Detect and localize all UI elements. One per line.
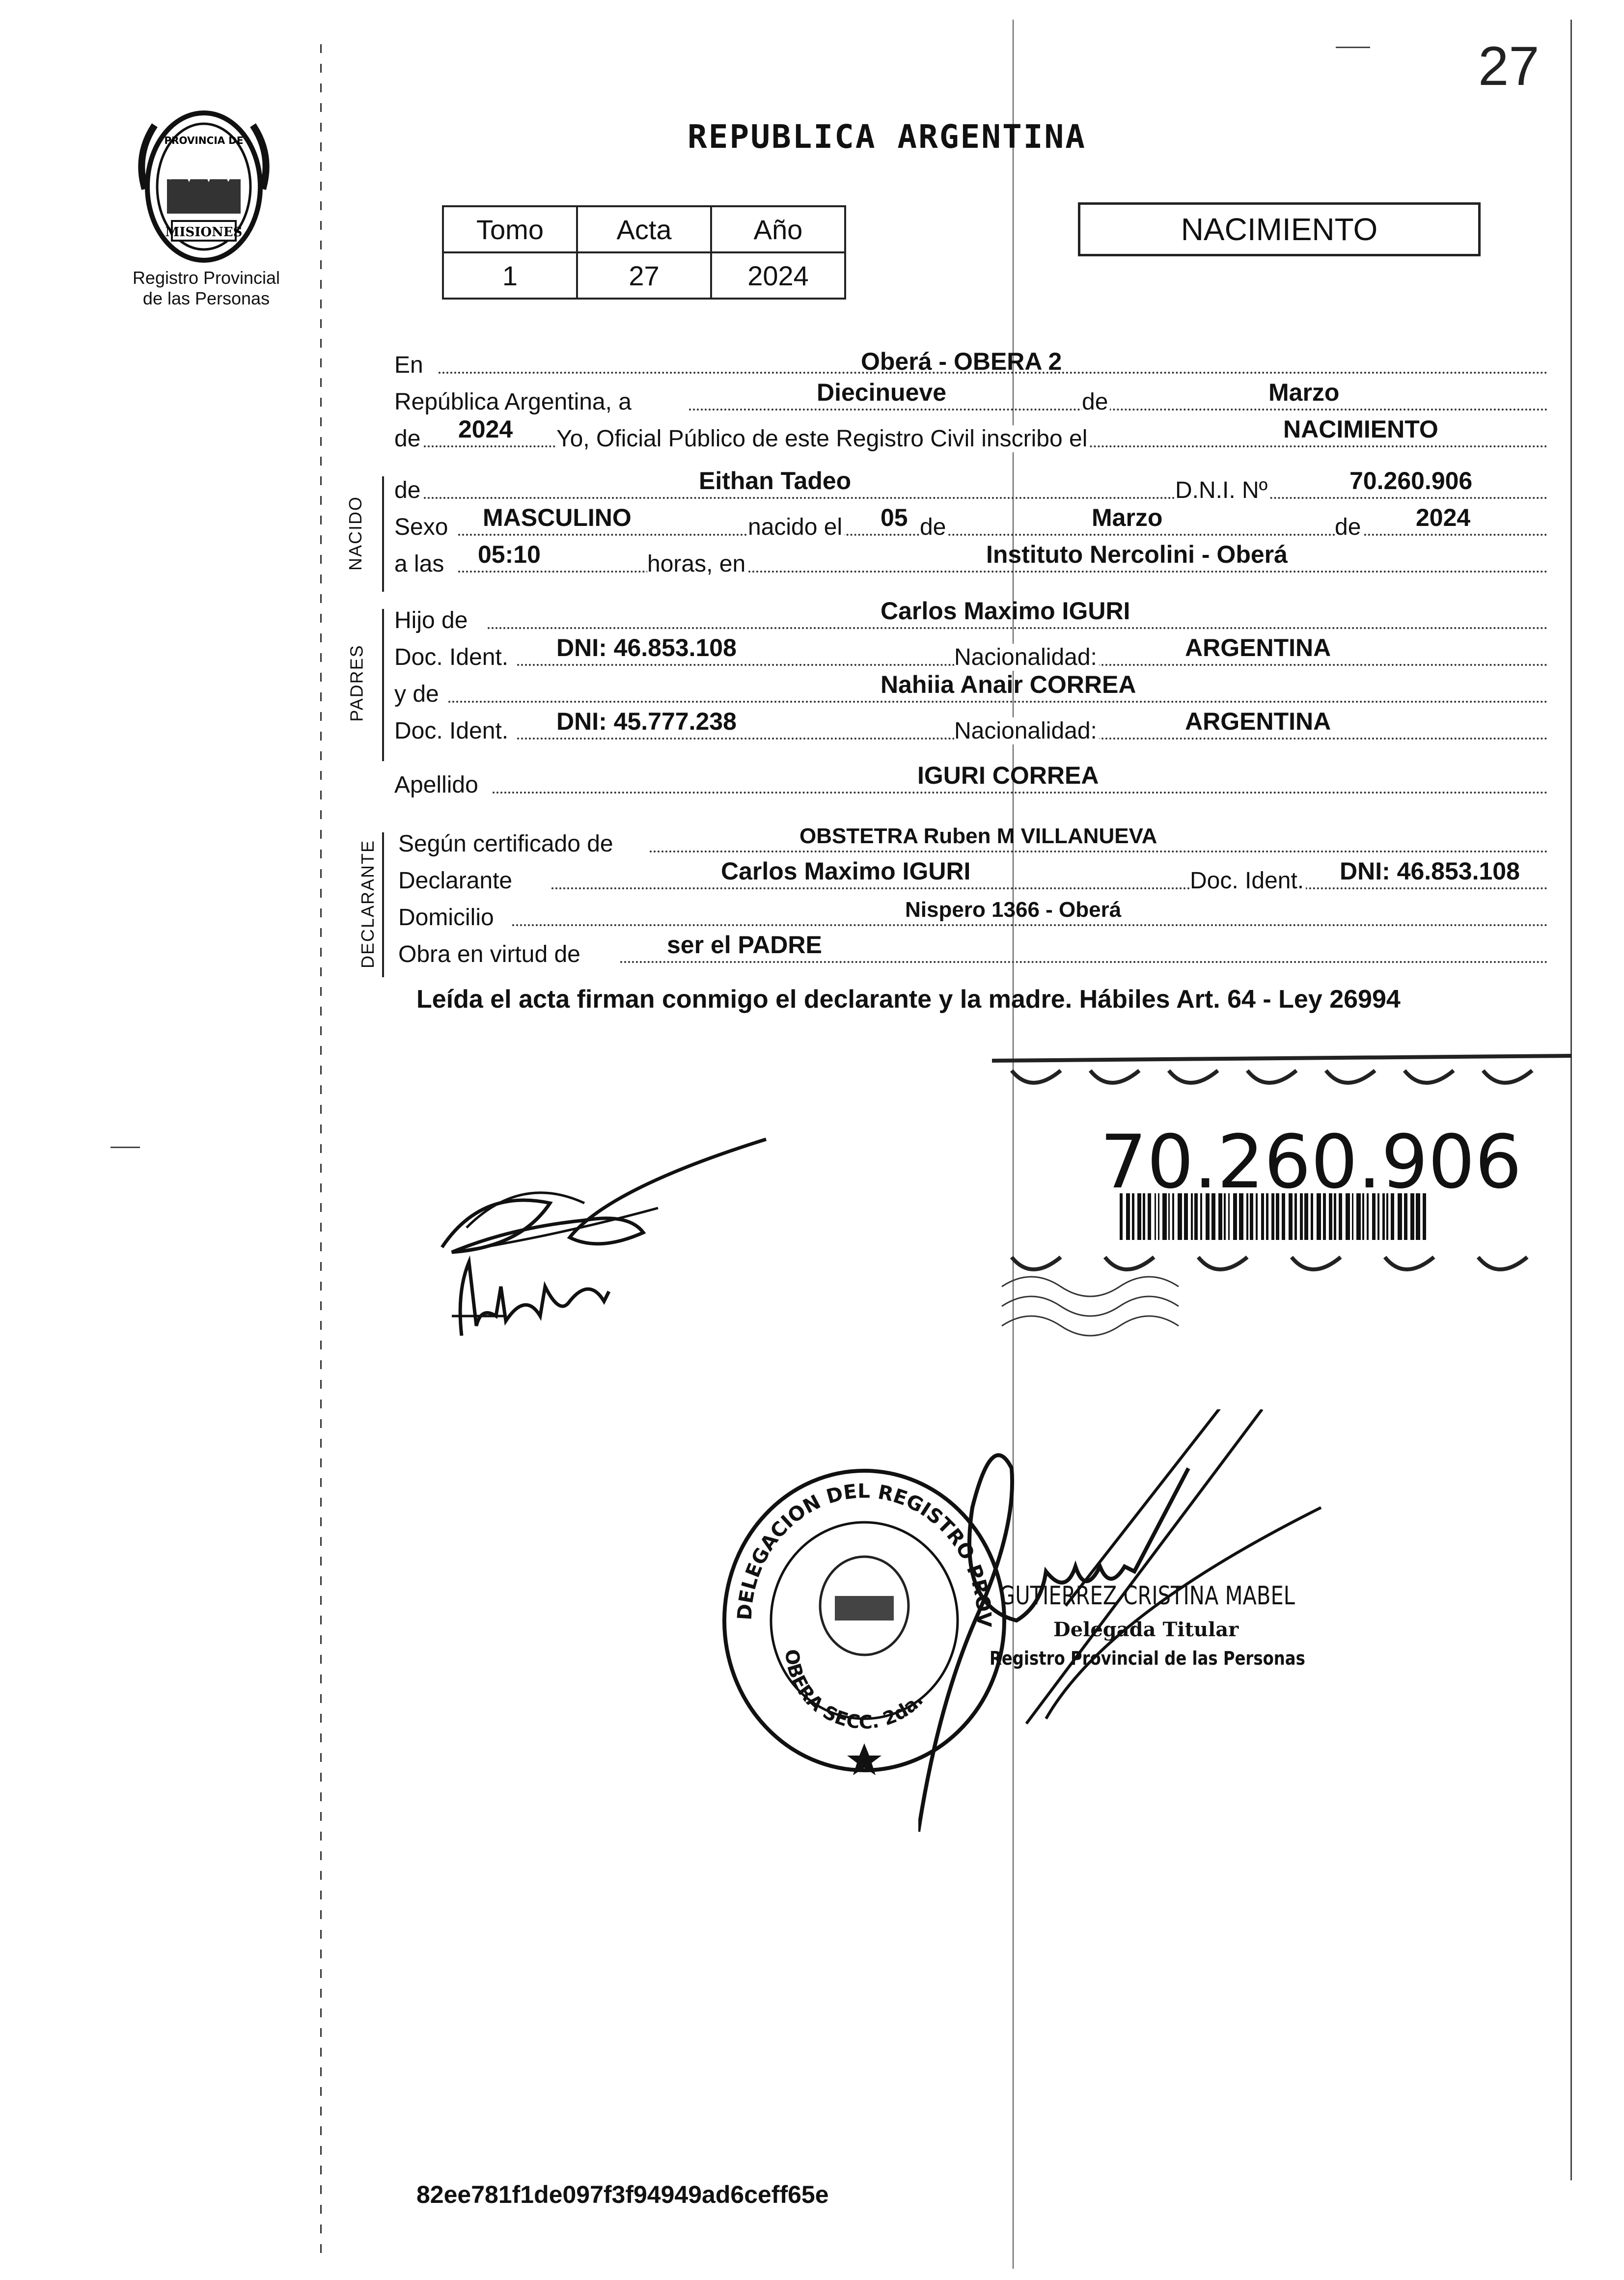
anio-header: Año [711,206,845,252]
value-mes-letras: Marzo [1268,379,1340,406]
value-declarante-doc: DNI: 46.853.108 [1340,857,1520,885]
value-hora: 05:10 [478,541,541,568]
row-certificado [394,825,1548,859]
label-doc-ident-declarante: Doc. Ident. [1190,867,1306,894]
label-obra-en-virtud: Obra en virtud de [398,941,582,968]
svg-text:PROVINCIA DE: PROVINCIA DE [164,135,244,146]
value-lugar-nacimiento: Instituto Nercolini - Oberá [986,541,1288,568]
svg-text:OBERA SECC. 2da. [781,1648,927,1733]
row-acto [394,415,1548,454]
official-office: Registro Provincial de las Personas [990,1648,1305,1669]
acta-value: 27 [577,252,711,299]
label-de-nombre: de [394,477,422,504]
label-de-nac-mes: de [920,514,948,541]
document-hash: 82ee781f1de097f3f94949ad6ceff65e [416,2181,829,2208]
side-label-declarante: DECLARANTE [358,839,378,969]
value-certificado: OBSTETRA Ruben M VILLANUEVA [799,824,1157,848]
seal-inner-text: OBERA SECC. 2da. [781,1648,928,1733]
value-obra-en-virtud: ser el PADRE [667,931,822,959]
row-madre [394,671,1548,710]
declarant-signature [422,1129,776,1346]
label-horas-en: horas, en [647,550,747,577]
margin-mark [110,1147,140,1148]
label-apellido: Apellido [394,771,480,798]
row-obra-en-virtud [394,931,1548,970]
anio-value: 2024 [711,252,845,299]
value-madre-nac: ARGENTINA [1185,708,1331,735]
label-de-mes: de [1082,388,1110,415]
value-anio: 2024 [458,415,513,443]
act-type-box: NACIMIENTO [1078,202,1481,256]
value-declarante: Carlos Maximo IGURI [721,857,971,885]
row-madre-doc [394,708,1548,746]
label-a-las: a las [394,550,446,577]
value-sexo: MASCULINO [483,504,632,531]
label-segun-certificado: Según certificado de [398,830,615,857]
misiones-emblem [125,106,282,268]
row-padre [394,597,1548,636]
label-nacionalidad-padre: Nacionalidad: [954,644,1099,671]
official-name: GUTIERREZ CRISTINA MABEL [999,1581,1295,1611]
value-madre: Nahiia Anair CORREA [881,671,1136,698]
seal-ring-text: DELEGACION DEL REGISTRO PROV [733,1480,995,1627]
label-en: En [394,352,425,379]
value-nombre: Eithan Tadeo [699,467,852,494]
value-apellido: IGURI CORREA [917,762,1099,789]
row-nombre [394,467,1548,506]
label-nacido-el: nacido el [748,514,844,541]
padres-bracket [382,609,384,761]
value-dia-letras: Diecinueve [817,379,947,406]
legal-legend: Leída el acta firman conmigo el declarante y la madre. Hábiles Art. 64 - Ley 26994 [416,985,1401,1014]
label-doc-ident-madre: Doc. Ident. [394,717,510,744]
label-domicilio: Domicilio [398,904,496,931]
tomo-value: 1 [443,252,577,299]
declarante-bracket [382,832,384,977]
label-y-de: y de [394,681,441,708]
registry-caption-line2: de las Personas [142,288,270,308]
row-lugar [394,346,1548,381]
value-madre-doc: DNI: 45.777.238 [556,708,737,735]
page-number: 27 [1478,35,1540,97]
label-nacionalidad-madre: Nacionalidad: [954,717,1099,744]
corner-mark [1336,47,1370,48]
label-de-nac-anio: de [1335,514,1363,541]
label-republica: República Argentina, a [394,388,633,415]
value-padre-nac: ARGENTINA [1185,634,1331,661]
reference-table [442,205,846,300]
row-sexo [394,504,1548,543]
label-yo-oficial: Yo, Oficial Público de este Registro Civil inscribo el [556,425,1089,452]
acta-header: Acta [577,206,711,252]
side-label-nacido: NACIDO [345,495,366,571]
value-nac-dia: 05 [881,504,908,531]
side-label-padres: PADRES [346,644,367,722]
official-title: Delegada Titular [1053,1618,1239,1641]
value-nac-mes: Marzo [1092,504,1163,531]
row-declarante [394,857,1548,896]
label-de-anio: de [394,425,422,452]
value-padre-doc: DNI: 46.853.108 [556,634,737,661]
label-doc-ident-padre: Doc. Ident. [394,644,510,671]
tomo-header: Tomo [443,206,577,252]
svg-text:MISIONES: MISIONES [165,225,243,240]
barcode-number: 70.260.906 [1100,1120,1522,1205]
value-lugar: Oberá - OBERA 2 [861,348,1062,375]
label-sexo: Sexo [394,514,450,541]
row-hora [394,541,1548,579]
row-domicilio [394,899,1548,933]
nacido-bracket [382,476,384,592]
row-fecha [394,379,1548,417]
row-apellido [394,762,1548,800]
label-hijo-de: Hijo de [394,607,469,634]
registry-caption [108,268,304,309]
left-margin-rule [320,44,322,2264]
value-domicilio: Nispero 1366 - Oberá [905,898,1122,922]
row-padre-doc [394,634,1548,673]
value-padre: Carlos Maximo IGURI [881,597,1130,625]
value-dni: 70.260.906 [1349,467,1473,494]
value-acto: NACIMIENTO [1283,415,1438,443]
registry-caption-line1: Registro Provincial [132,268,280,288]
label-dni: D.N.I. Nº [1175,477,1269,504]
value-nac-anio: 2024 [1416,504,1471,531]
label-declarante: Declarante [398,867,514,894]
document-title: REPUBLICA ARGENTINA [688,118,1086,156]
